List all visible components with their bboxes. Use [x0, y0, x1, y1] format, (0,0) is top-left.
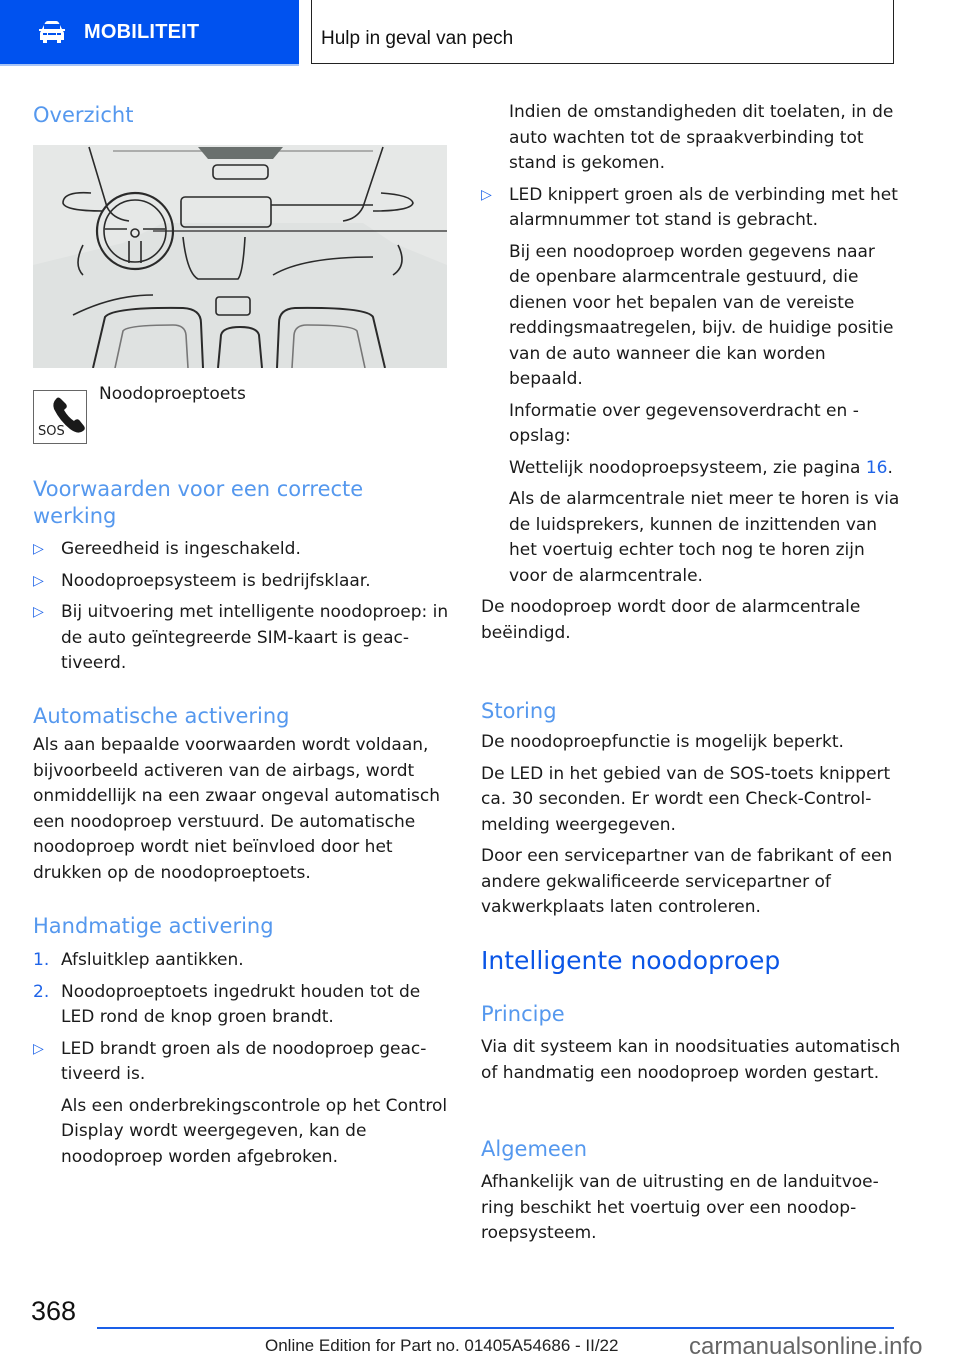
conditions-heading: Voorwaarden voor een correcte werking [33, 477, 364, 528]
bullet-icon: ▷ [33, 1040, 44, 1057]
auto-activation-heading: Automatische activering [33, 704, 290, 728]
footer-divider [97, 1327, 894, 1329]
chapter-title: Hulp in geval van pech [321, 27, 514, 49]
page-link[interactable]: 16 [865, 457, 888, 478]
result-note: Als een onderbrekingscontrole op het Control Display wordt weergegeven, kan de noodoproep worden afgebroken. [61, 1095, 448, 1167]
legal-reference: Wettelijk noodoproepsysteem, zie pagina 16. [509, 457, 893, 478]
wait-text: Indien de omstandigheden dit toelaten, in de auto wachten tot de spraakverbinding tot stand is gekomen. [509, 102, 894, 173]
fault-section: De noodoproepfunctie is mogelijk beperkt. De LED in het gebied van de SOS-toets knippert ca. 30 seconden. Er wordt een Check-Control-melding weergegeven. Door een servicepartner van de fabrikant of een andere gekwalificeerde servicepartner of vakwerkplaats laten controleren. [481, 732, 893, 917]
overview-heading: Overzicht [33, 103, 134, 127]
bullet-icon: ▷ [481, 186, 492, 203]
list-item: ▷ Gereedheid is ingeschakeld. [33, 537, 453, 563]
list-item: ▷ Noodoproepsysteem is bedrijfsklaar. [33, 569, 453, 595]
chapter-title-box [311, 0, 894, 64]
general-text: Afhankelijk van de uitrusting en de landuitvoering beschikt het voertuig over een noodoproepsysteem. [481, 1172, 879, 1243]
auto-activation-text: Als aan bepaalde voorwaarden wordt voldaan, bijvoorbeeld activeren van de airbags, wordt onmiddellijk na een zwaar ongeval automatisch een noodoproep verstuurd. De automatische noodoproep wordt niet beïnvloed door het drukken op de noodoproeptoets. [33, 735, 441, 883]
sos-phone-icon [33, 390, 87, 444]
edition-text: Online Edition for Part no. 01405A54686 - II/22 [265, 1336, 619, 1355]
car-icon [36, 20, 68, 44]
sos-caption: Noodoproeptoets [99, 384, 246, 404]
manual-steps [33, 948, 453, 1170]
bullet-icon: ▷ [33, 572, 44, 589]
section-tab[interactable] [0, 0, 299, 66]
end-text: De noodoproep wordt door de alarmcentrale beëindigd. [481, 597, 861, 643]
bullet-icon: ▷ [33, 604, 44, 620]
watermark: carmanualsonline.info [689, 1333, 923, 1360]
list-item: ▷ LED brandt groen als de noodoproep geactiveerd is. [33, 1037, 453, 1088]
list-item: ▷ LED knippert groen als de verbinding met het alarmnummer tot stand is gebracht. [481, 183, 901, 234]
conditions-list [33, 537, 453, 677]
svg-text:SOS: SOS [38, 424, 65, 439]
fault-heading: Storing [481, 699, 557, 723]
step-item: 1. Afsluitklep aantikken. [33, 950, 244, 970]
section-label: MOBILITEIT [84, 20, 200, 43]
data-transfer-text: Bij een noodoproep worden gegevens naar de openbare alarmcentrale gestuurd, die dienen voor het bepalen van de vereiste reddingsmaatregelen, bijv. de huidige positie van de auto wanneer die kan worden bepaald. [509, 241, 894, 389]
speaker-text: Als de alarmcentrale niet meer te horen is via de luidsprekers, kunnen de inzittenden van het voertuig echter toch nog te horen zijn voor de alarmcentrale. [509, 489, 900, 586]
list-item: ▷ Bij uitvoering met intelligente noodoproep: in de auto geïntegreerde SIM-kaart is geactiveerd. [33, 600, 453, 677]
info-text: Informatie over gegevensoverdracht en -opslag: [509, 400, 859, 446]
principle-text: Via dit systeem kan in noodsituaties automatisch of handmatig een noodoproep worden gestart. [481, 1037, 901, 1083]
step-item: 2. Noodoproeptoets ingedrukt houden tot de LED rond de knop groen brandt. [33, 981, 421, 1027]
manual-activation-heading: Handmatige activering [33, 914, 274, 938]
page-number: 368 [31, 1296, 77, 1326]
general-heading: Algemeen [481, 1137, 588, 1161]
bullet-icon: ▷ [33, 541, 44, 557]
intelligent-heading: Intelligente noodoproep [481, 946, 781, 975]
right-column-top [481, 100, 901, 646]
car-interior-dashboard-illustration [33, 145, 447, 368]
principle-heading: Principe [481, 1002, 565, 1026]
